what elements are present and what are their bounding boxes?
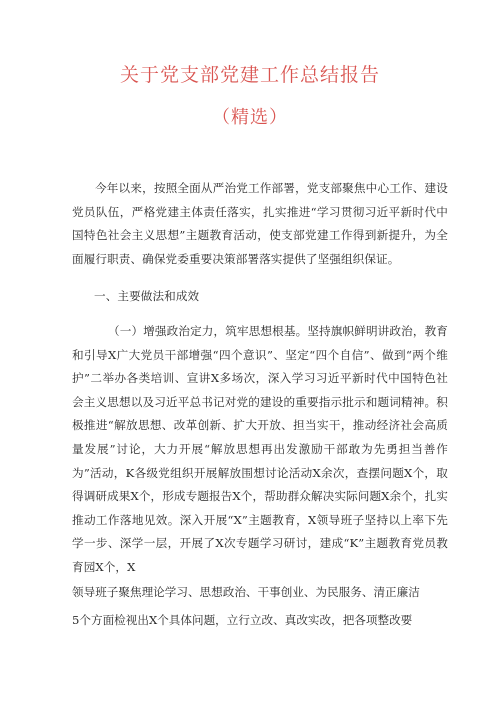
body-paragraph: （一）增强政治定力，筑牢思想根基。坚持旗帜鲜明讲政治，教育和引导X广大党员干部增强“四个意识”、坚定“四个自信”、做到“两个维护”二举办各类培训、宣讲X多场次，深入学习习近平新时代中国特色社会主义思想以及习近平总书记对党的建设的重要指示批示和题词精神。积极推进“解放思想、改革创新、扩大开放、担当实干，推动经济社会高质量发展”讨论，大力开展“解放思想再出发激励干部敢为先勇担当善作为”活动，K各级党组织开展解放围想讨论活动X余次，查摆问题X个，取得调研成果X个，形成专题报告X个，帮助群众解决实际问题X余个，扎实推动工作落地见效。深入开展“X”主题教育，X领导班子坚持以上率下先学一步、深学一层，开展了X次专题学习研讨，建成“K”主题教育党员教育园X个，X xyxy=(72,324,448,574)
body-line: 领导班子聚焦理论学习、思想政治、干事创业、为民服务、清正廉洁 xyxy=(72,585,420,599)
intro-paragraph: 今年以来，按照全面从严治党工作部署，党支部聚焦中心工作、建设党员队伍，严格党建主体责任落实，扎实推进“学习贯彻习近平新时代中国特色社会主义思想”主题教育活动，使支部党建工作得到新提升，为全面履行职责、确保党委重要决策部署落实提供了坚强组织保证。 xyxy=(72,181,448,266)
body-line: 5个方面检视出X个具体问题，立行立改、真改实改，把各项整改要 xyxy=(72,613,413,627)
section-heading: 一、主要做法和成效 xyxy=(94,289,200,303)
document-subtitle: （精选） xyxy=(212,107,288,128)
document-title: 关于党支部党建工作总结报告 xyxy=(119,64,380,86)
